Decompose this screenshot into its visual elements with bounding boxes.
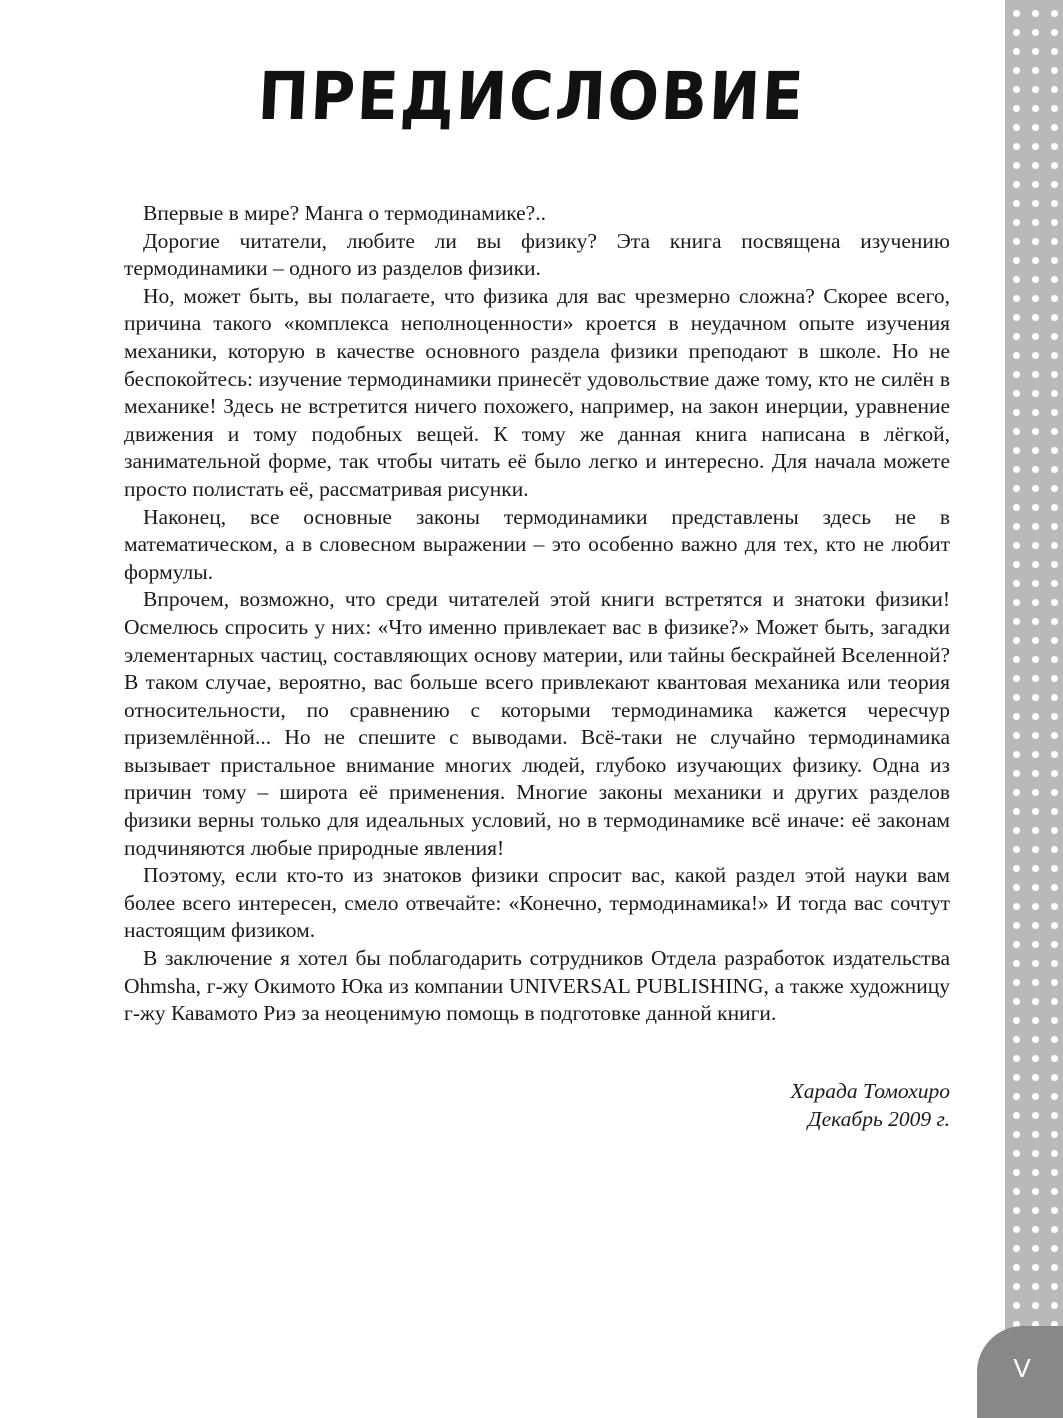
page-title: ПРЕДИСЛОВИЕ (256, 58, 807, 135)
signature-date: Декабрь 2009 г. (807, 1106, 950, 1131)
paragraph: Дорогие читатели, любите ли вы физику? Эта книга посвящена изучению термодинамики – одного из разделов физики. (124, 228, 950, 281)
paragraph: Впервые в мире? Манга о термодинамике?.. (143, 201, 546, 225)
paragraph: В заключение я хотел бы поблагодарить сотрудников Отдела разработок издательства Ohmsha, г-жу Окимото Юка из компании UNIVERSAL PUBLISHING, а также художницу г-жу Кавамото Риэ за неоценимую помощь в подготовке данной книги. (124, 946, 950, 1026)
page-number: V (1013, 1353, 1031, 1383)
author-name: Харада Томохиро (790, 1079, 950, 1103)
dotted-side-strip (1005, 0, 1063, 1418)
paragraph: Впрочем, возможно, что среди читателей этой книги встретятся и знатоки физики! Осмелюсь спросить у них: «Что именно привлекает вас в физике?» Может быть, загадки элементарных частиц, составляющих основу материи, или тайны бескрайней Вселенной? В таком случае, вероятно, вас больше всего привлекают квантовая механика или теория относительности, по сравнению с которыми термодинамика кажется чересчур приземлённой... Но не спешите с выводами. Всё-таки не случайно термодинамика вызывает пристальное внимание многих людей, глубоко изучающих физику. Одна из причин тому – широта её применения. Многие законы механики и других разделов физики верны только для идеальных условий, но в термодинамике всё иначе: её законам подчиняются любые природные явления! (124, 587, 950, 860)
signature-block (791, 1078, 950, 1133)
preface-body (124, 200, 950, 1028)
paragraph: Наконец, все основные законы термодинамики представлены здесь не в математическом, а в словесном выражении – это особенно важно для тех, кто не любит формулы. (124, 504, 950, 584)
paragraph: Но, может быть, вы полагаете, что физика для вас чрезмерно сложна? Скорее всего, причина такого «комплекса неполноценности» кроется в неудачном опыте изучения механики, которую в качестве основного раздела физики преподают в школе. Но не беспокойтесь: изучение термодинамики принесёт удовольствие даже тому, кто не силён в механике! Здесь не встретится ничего похожего, например, на закон инерции, уравнение движения и тому подобных вещей. К тому же данная книга написана в лёгкой, занимательной форме, так чтобы читать её было легко и интересно. Для начала можете просто полистать её, рассматривая рисунки. (124, 283, 950, 501)
paragraph: Поэтому, если кто-то из знатоков физики спросит вас, какой раздел этой науки вам более всего интересен, смело отвечайте: «Конечно, термодинамика!» И тогда вас сочтут настоящим физиком. (124, 863, 950, 943)
